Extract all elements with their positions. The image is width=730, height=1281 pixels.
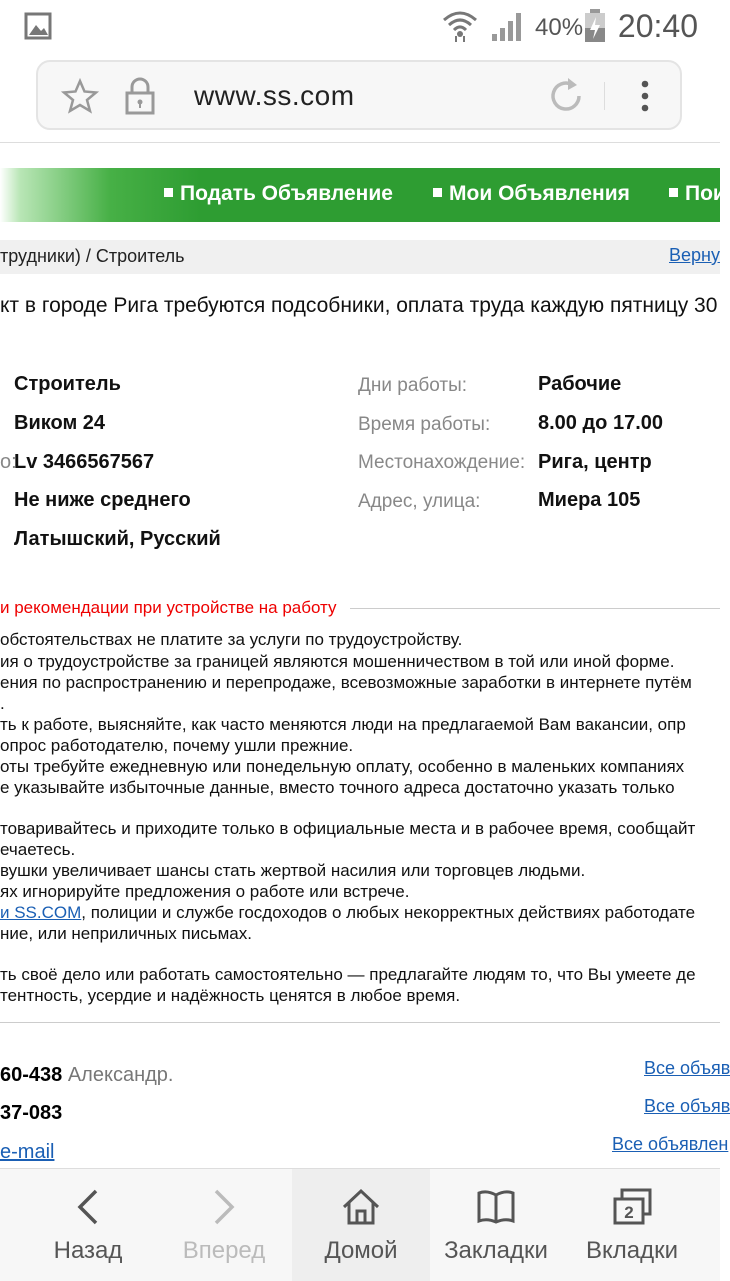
nav-tabs-label: Вкладки [585, 1237, 679, 1264]
tip-line: опрос работодателю, почему ушли прежние. [0, 736, 354, 755]
chevron-left-icon [68, 1187, 108, 1227]
nav-post-ad-label: Подать Объявление [180, 182, 393, 205]
bullet-square-icon [164, 188, 173, 197]
profession-value: Строитель [14, 373, 121, 395]
tip-line: ть своё дело или работать самостоятельно — предлагайте людям то, что Вы умеете де [0, 965, 696, 984]
status-bar [0, 0, 720, 52]
nav-bookmarks-label: Закладки [444, 1237, 548, 1264]
tip-line: товаривайтесь и приходите только в официальные места и в рабочее время, сообщайт [0, 819, 696, 838]
languages-value: Латышский, Русский [14, 528, 221, 550]
nav-post-ad[interactable] [164, 182, 393, 206]
contact-phone-2[interactable]: 37-083 [0, 1102, 63, 1124]
browser-toolbar [0, 52, 720, 143]
nav-forward-button[interactable] [156, 1169, 292, 1281]
nav-my-ads-label: Мои Объявления [449, 182, 630, 205]
tip-line: е указывайте избыточные данные, вместо точного адреса достаточно указать только [0, 778, 675, 797]
address-bar[interactable] [36, 60, 682, 130]
browser-bottom-nav [0, 1168, 720, 1281]
chevron-right-icon [204, 1187, 244, 1227]
reg-number-label: о: [0, 451, 17, 473]
bullet-square-icon [433, 188, 442, 197]
nav-tabs-button[interactable] [564, 1169, 700, 1281]
nav-search[interactable] [669, 182, 726, 206]
tip-line: ечаетесь. [0, 840, 76, 859]
tabs-count: 2 [624, 1203, 634, 1222]
bookmarks-book-icon [476, 1187, 516, 1227]
bullet-square-icon [669, 188, 678, 197]
reload-icon[interactable] [546, 76, 586, 116]
tip-line: ения по распространению и перепродаже, всевозможные заработки в интернете путём [0, 673, 692, 692]
tips-title-rule [350, 608, 720, 609]
battery-percent: 40% [535, 14, 584, 41]
breadcrumb-path: трудники) / Строитель [0, 246, 185, 266]
breadcrumb [0, 240, 720, 274]
tip-line: . [0, 694, 5, 713]
signal-icon [490, 10, 524, 42]
contact-name: Александр. [67, 1064, 174, 1086]
home-icon [341, 1187, 381, 1227]
tip-line-report [0, 903, 695, 923]
tips-title: и рекомендации при устройстве на работу [0, 598, 337, 617]
menu-icon[interactable] [635, 78, 655, 114]
lock-icon [124, 76, 156, 116]
gallery-notification-icon [24, 12, 52, 40]
tip-line: тентность, усердие и надёжность ценятся в любое время. [0, 986, 461, 1005]
location-value: Рига, центр [538, 451, 652, 473]
nav-forward-label: Вперед [182, 1237, 266, 1264]
nav-search-label: Пои [685, 182, 726, 205]
all-ads-link-2[interactable]: Все объяв [644, 1096, 730, 1116]
site-nav-bar [0, 168, 726, 222]
nav-home-button[interactable] [292, 1169, 430, 1281]
work-hours-value: 8.00 до 17.00 [538, 412, 663, 434]
phone-1-number[interactable]: 60-438 [0, 1064, 63, 1086]
wifi-icon [442, 8, 478, 42]
tabs-icon [612, 1187, 652, 1227]
ad-description: кт в городе Рига требуются подсобники, оплата труда каждую пятницу 30 [0, 294, 718, 317]
tip-line-report-text: , полиции и службе госдоходов о любых некорректных действиях работодате [81, 903, 696, 922]
clock: 20:40 [617, 8, 698, 44]
nav-my-ads[interactable] [433, 182, 630, 206]
tip-line: ние, или неприличных письмах. [0, 924, 252, 943]
education-value: Не ниже среднего [14, 489, 191, 511]
toolbar-divider [604, 82, 605, 110]
tip-line: ия о трудоустройстве за границей являются мошенничеством в той или иной форме. [0, 652, 675, 671]
battery-charging-icon [584, 9, 606, 43]
tip-line: ях игнорируйте предложения о работе или встрече. [0, 882, 410, 901]
work-days-value: Рабочие [538, 373, 622, 395]
tip-line: обстоятельствах не платите за услуги по трудоустройству. [0, 630, 463, 649]
reg-number-value: Lv 3466567567 [14, 451, 155, 473]
address-value: Миера 105 [538, 489, 641, 511]
section-divider [0, 1022, 720, 1023]
all-ads-link-1[interactable]: Все объяв [644, 1058, 730, 1078]
tip-line: оты требуйте ежедневную или понедельную оплату, особенно в маленьких компаниях [0, 757, 685, 776]
email-link[interactable]: e-mail [0, 1141, 55, 1163]
contact-phone-1[interactable] [0, 1064, 173, 1087]
nav-back-button[interactable] [18, 1169, 158, 1281]
all-ads-link-3[interactable]: Все объявлен [612, 1134, 729, 1154]
work-hours-label: Время работы: [358, 414, 491, 435]
tip-line: вушки увеличивает шансы стать жертвой насилия или торговцев людьми. [0, 861, 586, 880]
tip-line: ть к работе, выясняйте, как часто меняются люди на предлагаемой Вам вакансии, опр [0, 715, 686, 734]
location-label: Местонахождение: [358, 452, 526, 473]
back-link[interactable]: Верну [669, 245, 720, 265]
work-days-label: Дни работы: [358, 375, 468, 396]
nav-home-label: Домой [324, 1237, 398, 1264]
url-text[interactable]: www.ss.com [194, 80, 355, 111]
bookmark-star-icon[interactable] [62, 78, 98, 114]
nav-bookmarks-button[interactable] [430, 1169, 562, 1281]
nav-back-label: Назад [53, 1237, 123, 1264]
company-value: Виком 24 [14, 412, 106, 434]
ss-com-link[interactable]: и SS.COM [0, 903, 82, 922]
address-label: Адрес, улица: [358, 491, 481, 512]
